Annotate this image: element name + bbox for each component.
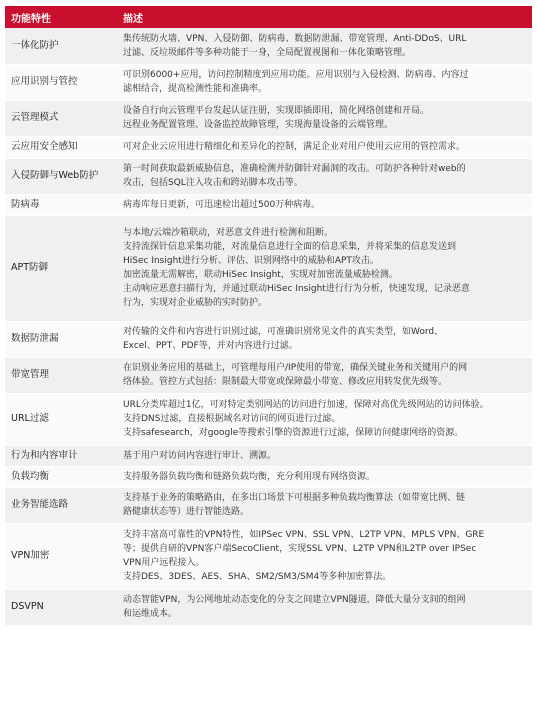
table-row: [5, 487, 532, 523]
table-row: [5, 589, 532, 625]
description-line: Excel、PPT、PDF等，并对内容进行过滤。: [123, 341, 298, 351]
description-cell: [117, 28, 532, 64]
description-cell: [117, 136, 532, 158]
description-line: 支持DES、3DES、AES、SHA、SM2/SM3/SM4等多种加密算法。: [123, 572, 392, 582]
description-line: 集传统防火墙、VPN、入侵防御、防病毒、数据防泄漏、带宽管理、Anti-DDoS、URL: [123, 33, 467, 44]
table-row: [5, 466, 532, 487]
description-cell: [117, 215, 532, 321]
table-row: [5, 158, 532, 194]
description-line: 可识别6000+应用，访问控制精度到应用功能。应用识别与入侵检测、防病毒、内容过: [123, 70, 469, 80]
description-cell: [117, 100, 532, 136]
description-line: VPN用户远程接入。: [123, 558, 205, 568]
description-line: 支持safesearch，对google等搜索引擎的资源进行过滤，保障访问健康网络的资源。: [123, 428, 464, 438]
description-line: 支持基于业务的策略路由，在多出口场景下可根据多种负载均衡算法（如带宽比例、链: [123, 493, 466, 503]
table-header: [5, 6, 532, 28]
feature-cell: 云应用安全感知: [5, 136, 117, 158]
description-line: 滤相结合，提高检测性能和准确率。: [123, 84, 268, 94]
table-row: [5, 100, 532, 136]
description-line: 与本地/云端沙箱联动，对恶意文件进行检测和阻断。: [123, 228, 334, 238]
feature-cell: 行为和内容审计: [5, 445, 117, 466]
feature-cell: URL过滤: [5, 393, 117, 445]
feature-cell: 数据防泄漏: [5, 321, 117, 357]
table-row: [5, 357, 532, 393]
description-cell: [117, 466, 532, 487]
description-cell: [117, 589, 532, 625]
description-cell: [117, 393, 532, 445]
description-line: 支持丰富高可靠性的VPN特性，如IPSec VPN、SSL VPN、L2TP VPN、MPLS VPN、GRE: [123, 530, 485, 540]
description-line: 支持服务器负载均衡和链路负载均衡，充分利用现有网络资源。: [123, 471, 376, 482]
header-description: 描述: [117, 6, 532, 28]
description-line: 支持DNS过滤，直接根据域名对访问的网页进行过滤。: [123, 414, 341, 424]
description-line: 主动响应恶意扫描行为，并通过联动HiSec Insight进行行为分析，快速发现，记录恶意: [123, 284, 470, 294]
description-line: 攻击，包括SQL注入攻击和跨站脚本攻击等。: [123, 178, 303, 188]
description-line: URL分类库超过1亿，可对特定类别网站的访问进行加速，保障对高优先级网站的访问体验。: [123, 400, 489, 410]
description-line: 第一时间获取最新威胁信息，准确检测并防御针对漏洞的攻击。可防护各种针对web的: [123, 164, 466, 174]
description-line: 支持流探针信息采集功能，对流量信息进行全面的信息采集，并将采集的信息发送到: [123, 242, 457, 252]
description-line: 加密流量无需解密，联动HiSec Insight，实现对加密流量威胁检测。: [123, 270, 398, 280]
feature-cell: 一体化防护: [5, 28, 117, 64]
table-row: [5, 28, 532, 64]
table-row: [5, 445, 532, 466]
description-line: 远程业务配置管理、设备监控故障管理，实现海量设备的云端管理。: [123, 120, 394, 130]
description-line: 等；提供自研的VPN客户端SecoClient，实现SSL VPN、L2TP VPN和L2TP over IPSec: [123, 544, 477, 554]
feature-cell: 带宽管理: [5, 357, 117, 393]
description-line: 在识别业务应用的基础上，可管理每用户/IP使用的带宽，确保关键业务和关键用户的网: [123, 363, 468, 373]
table-row: [5, 136, 532, 158]
feature-table: [5, 6, 532, 626]
description-cell: [117, 64, 532, 100]
description-line: 动态智能VPN，为公网地址动态变化的分支之间建立VPN隧道，降低大量分支间的组网: [123, 595, 466, 605]
feature-cell: 入侵防御与Web防护: [5, 158, 117, 194]
description-line: HiSec Insight进行分析、评估、识别网络中的威胁和APT攻击。: [123, 256, 379, 266]
feature-cell: APT防御: [5, 215, 117, 321]
description-line: 路健康状态等）进行智能选路。: [123, 507, 250, 517]
table-row: [5, 194, 532, 215]
description-line: 基于用户对访问内容进行审计、溯源。: [123, 450, 277, 461]
description-line: 和运维成本。: [123, 609, 178, 619]
description-line: 可对企业云应用进行精细化和差异化的控制，满足企业对用户使用云应用的管控需求。: [123, 142, 466, 152]
header-feature: 功能特性: [5, 6, 117, 28]
feature-cell: DSVPN: [5, 589, 117, 625]
feature-cell: 防病毒: [5, 194, 117, 215]
description-cell: [117, 445, 532, 466]
description-cell: [117, 357, 532, 393]
description-cell: [117, 158, 532, 194]
table-body: [5, 28, 532, 625]
description-line: 过滤、反垃圾邮件等多种功能于一身，全局配置视图和一体化策略管理。: [123, 47, 412, 58]
table-row: [5, 215, 532, 321]
description-line: 对传输的文件和内容进行识别过滤，可准确识别常见文件的真实类型，如Word、: [123, 327, 444, 337]
feature-cell: 负载均衡: [5, 466, 117, 487]
feature-cell: 云管理模式: [5, 100, 117, 136]
description-line: 病毒库每日更新，可迅速检出超过500万种病毒。: [123, 199, 321, 210]
feature-cell: 应用识别与管控: [5, 64, 117, 100]
description-cell: [117, 523, 532, 589]
description-cell: [117, 321, 532, 357]
table-row: [5, 64, 532, 100]
feature-cell: 业务智能选路: [5, 487, 117, 523]
description-cell: [117, 487, 532, 523]
table-row: [5, 393, 532, 445]
table-row: [5, 321, 532, 357]
table-row: [5, 523, 532, 589]
description-line: 行为，实现对企业威胁的实时防护。: [123, 298, 268, 308]
feature-cell: VPN加密: [5, 523, 117, 589]
description-line: 络体验。管控方式包括：限制最大带宽或保障最小带宽、修改应用转发优先级等。: [123, 377, 448, 387]
description-line: 设备自行向云管理平台发起认证注册，实现即插即用，简化网络创建和开局。: [123, 106, 430, 116]
description-cell: [117, 194, 532, 215]
